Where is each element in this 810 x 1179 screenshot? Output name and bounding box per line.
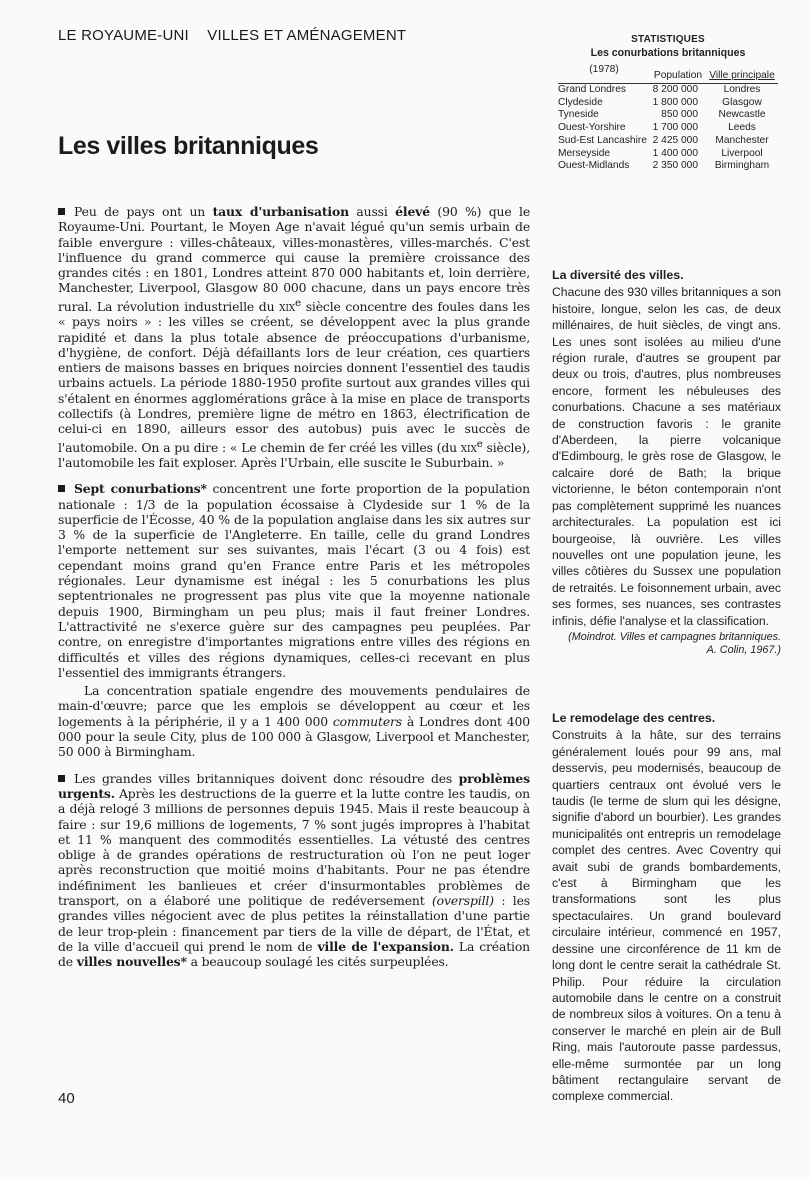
stats-cell-city: Liverpool xyxy=(721,147,763,159)
stats-cell-population: 850 000 xyxy=(661,109,698,121)
page-title: Les villes britanniques xyxy=(58,132,319,160)
stats-cell-name: Ouest-Midlands xyxy=(558,160,630,172)
stats-cell-population: 2 425 000 xyxy=(652,134,698,146)
paragraph-problemes: Les grandes villes britanniques doivent donc résoudre des problèmes urgents. Après les destructions de la guerre et la lutte contre les taudis, on a déjà relogé 3 millions de personnes depuis 1945. Mais il reste beaucoup à faire : sur 19,6 millions de logements, 7 % sont jugés impropres à l'habitat et 11 % manquent des commodités essentielles. La vétusté des centres oblige à de grandes opérations de restructuration où l'on ne peut loger après reconstruction que moitié moins d'habitants. Pour ne pas étendre indéfiniment les banlieues et créer d'insurmontables problèmes de transport, on a élaboré une politique de redéversement (overspill) : les grandes villes négocient avec de plus petites la réinstallation d'une partie de leur trop-plein : financement par tiers de la ville de départ, de l'État, et de la ville d'accueil qui prend le nom de ville de l'expansion. La création de villes nouvelles* a beaucoup soulagé les cités surpeuplées. xyxy=(58,770,530,970)
table-row xyxy=(558,109,778,122)
stats-cell-city: Newcastle xyxy=(718,109,766,121)
table-row xyxy=(558,148,778,161)
stats-cell-population: 2 350 000 xyxy=(652,160,698,172)
stats-cell-city: Glasgow xyxy=(722,96,762,108)
table-row xyxy=(558,122,778,135)
stats-cell-population: 8 200 000 xyxy=(652,84,698,95)
stats-title: Les conurbations britanniques xyxy=(590,47,746,59)
stats-cell-city: Birmingham xyxy=(714,160,770,172)
sidebar-body: Chacune des 930 villes britanniques a son histoire, longue, selon les cas, de deux millénaires, de huit siècles, de vingt ans. Les unes sont isolées au milieu d'une région rurale, d'autres se groupent par deux ou trois, d'autres, plus nombreuses encore, forment les nébuleuses des conurbations. Chacune a ses matériaux de construction favoris : le granite d'Aberdeen, la pierre volcanique d'Edimbourg, le grès rose de Glasgow, le calcaire doré de Bath; la brique victorienne, le béton contemporain n'ont pas complètement supprimé les nuances architecturales. La population est ici bourgeoise, là ouvrière. Les villes nouvelles ont une population jeune, les villes côtières du Sussex une population de retraités. Le foisonnement urbain, avec ses formes, ses nuances, ses contrastes infinis, défie l'analyse et la classification. xyxy=(552,285,782,628)
table-row xyxy=(558,97,778,110)
paragraph-commuters: La concentration spatiale engendre des mouvements pendulaires de main-d'œuvre; parce que les emplois se développent au cœur et les logements à la périphérie, il y a 1 400 000 commuters à Londres dont 400 000 pour la seule City, plus de 100 000 à Glasgow, Liverpool et Manchester, 50 000 à Birmingham. xyxy=(58,683,530,760)
stats-kicker: STATISTIQUES xyxy=(631,34,705,45)
paragraph-urbanisation: Peu de pays ont un taux d'urbanisation aussi élevé (90 %) que le Royaume-Uni. Pourtant, le Moyen Age n'avait légué qu'un semis urbain de faible envergure : villes-châteaux, villes-monastères, villes-marchés. C'est l'influence du grand commerce qui cause la première croissance des grandes cités : en 1801, Londres atteint 870 000 habitants et, loin derrière, Manchester, Liverpool, Glasgow 80 000 chacune, dans un pays encore très rural. La révolution industrielle du xix$^e$ siècle concentre des foules dans les « pays noirs » : les villes se créent, se développent avec la plus grande rapidité et dans la plus totale absence de préoccupations d'urbanisme, d'hygiène, de confort. Déjà défaillants lors de leur création, ces quartiers entiers de maisons basses en briques noircies donnent l'essentiel des taudis urbains actuels. La période 1880-1950 profite surtout aux grandes villes qui s'étalent en énormes agglomérations grâce à la mise en place de transports collectifs (à Londres, première ligne de métro en 1863, électrification de celui-ci en 1890, ailleurs essor des autobus) puis avec le succès de l'automobile. On a pu dire : « Le chemin de fer créé les villes (du xix$^e$ siècle), l'automobile les fait exploser. Après l'Urbain, elle suscite le Suburbain. » xyxy=(58,204,531,470)
bullet-square-icon xyxy=(58,775,65,782)
table-row xyxy=(558,160,778,173)
stats-year: (1978) xyxy=(589,64,619,75)
section-label: LE ROYAUME-UNI xyxy=(58,27,189,44)
stats-cell-city: Manchester xyxy=(715,134,769,146)
table-row xyxy=(558,84,778,97)
table-row xyxy=(558,135,778,148)
stats-cell-population: 1 800 000 xyxy=(652,96,698,108)
stats-cell-city: Leeds xyxy=(728,122,756,134)
stats-cell-name: Tyneside xyxy=(558,109,599,121)
subsection-label: VILLES ET AMÉNAGEMENT xyxy=(207,27,407,44)
stats-cell-name: Grand Londres xyxy=(558,84,626,95)
stats-cell-name: Clydeside xyxy=(558,96,603,108)
stats-cell-population: 1 400 000 xyxy=(652,147,698,159)
stats-cell-population: 1 700 000 xyxy=(652,122,698,134)
stats-cell-name: Sud-Est Lancashire xyxy=(558,134,647,146)
bullet-square-icon xyxy=(58,485,65,492)
running-head xyxy=(58,27,406,44)
stats-table xyxy=(558,64,778,173)
stats-cell-name: Merseyside xyxy=(558,147,611,159)
sidebar-heading: La diversité des villes. xyxy=(552,268,684,282)
stats-col-city: Ville principale xyxy=(709,70,775,81)
sidebar-heading: Le remodelage des centres. xyxy=(552,711,716,725)
paragraph-conurbations: Sept conurbations* concentrent une forte proportion de la population nationale : 1/3 de la population écossaise à Clydeside sur 1 % de la superficie de l'Écosse, 40 % de la population anglaise dans les six autres sur 3 % de la superficie de l'Angleterre. En taille, celle du grand Londres l'emporte nettement sur ses suivantes, mais l'écart (3 ou 4 fois) est cependant moins grand qu'en France entre Paris et les métropoles régionales. Leur dynamisme est inégal : les 5 conurbations les plus septentrionales ne progressent pas plus vite que la moyenne nationale depuis 1900, Birmingham un peu plus; mais il faut freiner Londres. L'attractivité ne s'exerce guère sur des campagnes peu peuplées. Par contre, on enregistre d'importantes migrations entre villes des régions en difficultés et villes des régions dynamiques, celles-ci recevant en plus l'essentiel des immigrants étrangers. xyxy=(58,481,530,680)
main-text-column xyxy=(58,204,530,970)
bullet-square-icon xyxy=(58,208,65,215)
sidebar-diversite xyxy=(552,267,781,658)
page-number: 40 xyxy=(58,1090,75,1107)
stats-cell-city: Londres xyxy=(723,84,761,95)
stats-col-population: Population xyxy=(653,70,703,81)
sidebar-body: Construits à la hâte, sur des terrains généralement loués pour 99 ans, mal desservis, peu modernisés, beaucoup de quartiers centraux ont évolué vers le taudis (le terme de slum qui les désigne, signifie d'abord un bourbier). Les grandes municipalités ont entrepris un remodelage complet des centres. Avec Coventry qui avait subi de grands bombardements, c'est à Birmingham que les transformations sont les plus spectaculaires. Un grand boulevard circulaire intérieur, commencé en 1957, dessine une circonférence de 11 km de long dont le centre serait la cathédrale St. Philip. Pour réduire la circulation automobile dans le centre on a construit de nombreux silos à voitures. On a tenu à conserver le marché en plein air de Bull Ring, mais l'autoroute passe pardessus, elle-même surmontée par un long bâtiment rectangulaire servant de complexe commercial. xyxy=(552,728,781,1104)
stats-table-block xyxy=(558,34,778,173)
sidebar-citation: (Moindrot. Villes et campagnes britanniques. A. Colin, 1967.) xyxy=(568,630,781,657)
sidebar-remodelage xyxy=(552,710,781,1105)
stats-cell-name: Ouest-Yorshire xyxy=(558,122,626,134)
